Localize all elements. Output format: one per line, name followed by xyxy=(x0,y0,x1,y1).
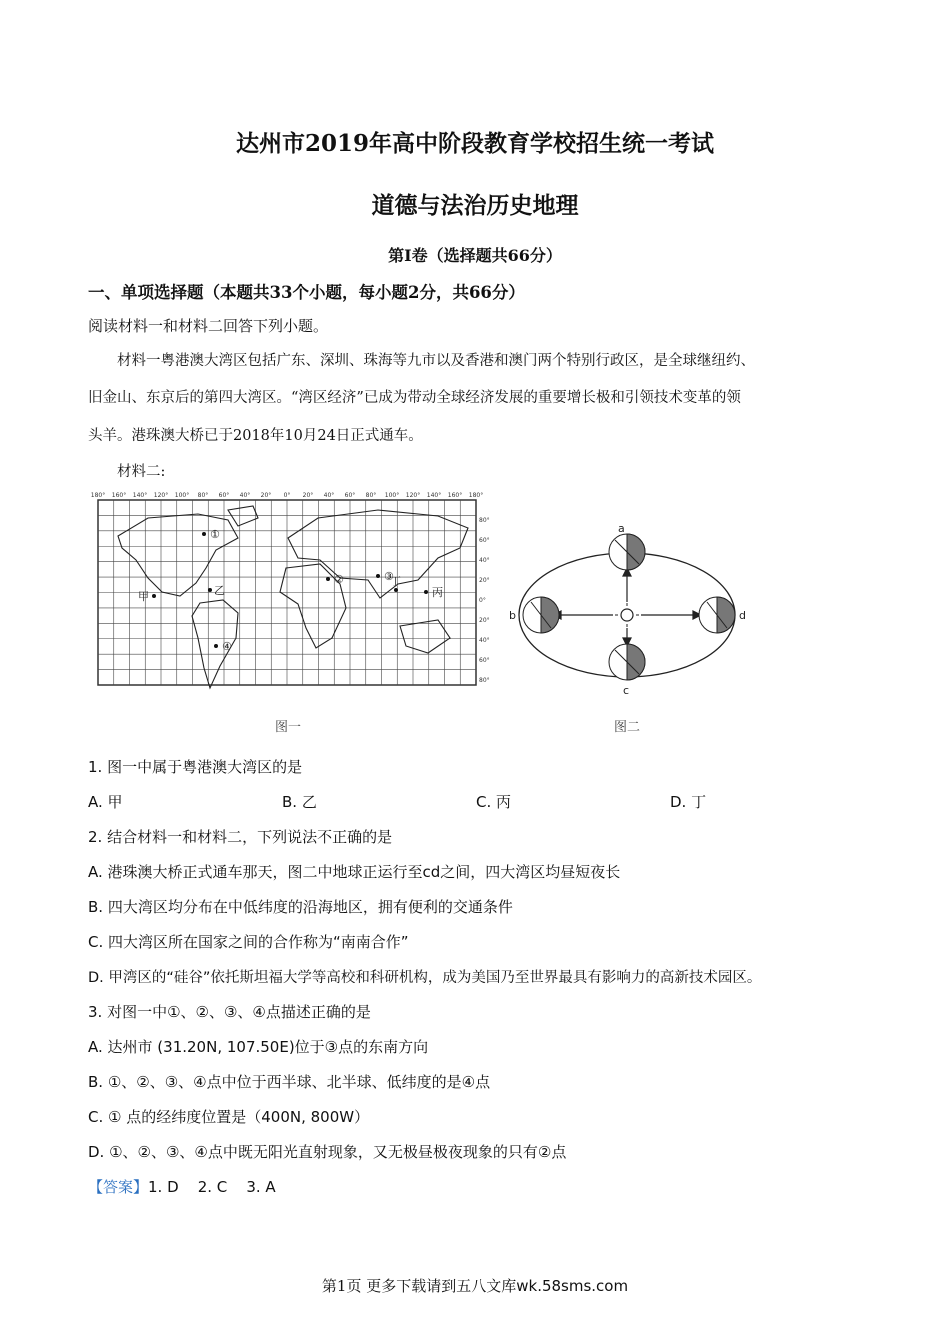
exam-title: 达州市2019年高中阶段教育学校招生统一考试 xyxy=(235,130,714,157)
longitude-label: 160° xyxy=(111,492,127,499)
material1-line1: 材料一粤港澳大湾区包括广东、深圳、珠海等九市以及香港和澳门两个特别行政区，是全球继纽约、 xyxy=(117,353,755,369)
marker-3: ③ xyxy=(384,570,394,583)
q3-option-a: A. 达州市 (31.20N, 107.50E)位于③点的东南方向 xyxy=(88,1038,429,1056)
material2-label: 材料二: xyxy=(117,464,166,480)
latitude-label: 60° xyxy=(479,657,490,664)
longitude-label: 100° xyxy=(174,492,190,499)
latitude-label: 80° xyxy=(479,677,490,684)
longitude-label: 140° xyxy=(132,492,148,499)
q3-option-d: D. ①、②、③、④点中既无阳光直射现象，又无极昼极夜现象的只有②点 xyxy=(88,1143,567,1161)
position-d: d xyxy=(739,609,746,622)
marker-4: ④ xyxy=(222,640,232,653)
page-footer xyxy=(0,1275,950,1296)
figure1-world-map xyxy=(88,488,498,738)
q3-option-c: C. ① 点的经纬度位置是（400N, 800W） xyxy=(88,1108,370,1126)
q1-option-b: B. 乙 xyxy=(282,793,317,811)
position-c: c xyxy=(623,684,630,697)
longitude-label: 120° xyxy=(405,492,421,499)
figure1-caption: 图一 xyxy=(274,720,302,735)
latitude-labels xyxy=(479,517,490,684)
section-heading: 一、单项选择题（本题共33个小题，每小题2分，共66分） xyxy=(88,283,525,302)
q1-option-a: A. 甲 xyxy=(88,793,123,811)
marker-dot-3 xyxy=(376,574,380,578)
marker-dot-bing xyxy=(424,590,428,594)
longitude-label: 0° xyxy=(283,492,291,499)
longitude-label: 180° xyxy=(90,492,106,499)
longitude-label: 100° xyxy=(384,492,400,499)
marker-jia: 甲 xyxy=(138,590,149,603)
marker-1: ① xyxy=(210,528,220,541)
latitude-label: 40° xyxy=(479,637,490,644)
latitude-label: 20° xyxy=(479,577,490,584)
marker-ding: 丁 xyxy=(390,575,401,588)
longitude-label: 180° xyxy=(468,492,484,499)
longitude-label: 20° xyxy=(260,492,272,499)
marker-dot-1 xyxy=(202,532,206,536)
marker-dot-2 xyxy=(326,577,330,581)
sun-rays-arrows xyxy=(553,568,701,646)
position-a: a xyxy=(618,522,625,535)
sun-icon xyxy=(615,603,639,627)
q2-option-a: A. 港珠澳大桥正式通车那天，图二中地球正运行至cd之间，四大湾区均昼短夜长 xyxy=(88,863,621,881)
marker-yi: 乙 xyxy=(214,584,225,597)
footer-prefix: 第1页 更多下载请到五八文库 xyxy=(321,1277,517,1295)
marker-bing: 丙 xyxy=(432,586,443,599)
longitude-label: 140° xyxy=(426,492,442,499)
q1-option-d: D. 丁 xyxy=(670,793,707,811)
longitude-label: 160° xyxy=(447,492,463,499)
answer-text: 1. D 2. C 3. A xyxy=(148,1178,276,1196)
marker-dot-yi xyxy=(208,588,212,592)
longitude-labels xyxy=(91,492,483,499)
longitude-label: 40° xyxy=(239,492,251,499)
answer-tag: 【答案】 xyxy=(88,1178,149,1196)
q1-option-c: C. 丙 xyxy=(476,793,512,811)
longitude-label: 20° xyxy=(302,492,314,499)
longitude-label: 120° xyxy=(153,492,169,499)
q3-option-b: B. ①、②、③、④点中位于西半球、北半球、低纬度的是④点 xyxy=(88,1073,491,1091)
marker-2: ② xyxy=(334,573,344,586)
latitude-label: 20° xyxy=(479,617,490,624)
marker-dot-jia xyxy=(152,594,156,598)
marker-dot-ding xyxy=(394,588,398,592)
answer-line xyxy=(88,1176,276,1197)
earth-positions xyxy=(523,534,735,680)
marker-dot-4 xyxy=(214,644,218,648)
latitude-label: 80° xyxy=(479,517,490,524)
material1-line2: 旧金山、东京后的第四大湾区。“湾区经济”已成为带动全球经济发展的重要增长极和引领技术变革的领 xyxy=(88,390,741,406)
q2-option-b: B. 四大湾区均分布在中低纬度的沿海地区，拥有便利的交通条件 xyxy=(88,898,513,916)
figure2-orbit-diagram xyxy=(505,520,750,740)
q2-stem: 2. 结合材料一和材料二，下列说法不正确的是 xyxy=(88,828,393,846)
volume-heading: 第Ⅰ卷（选择题共66分） xyxy=(388,246,562,265)
position-b: b xyxy=(509,609,516,622)
exam-subtitle: 道德与法治历史地理 xyxy=(371,192,579,219)
latitude-label: 40° xyxy=(479,557,490,564)
material1-line3: 头羊。港珠澳大桥已于2018年10月24日正式通车。 xyxy=(88,428,423,444)
q3-stem: 3. 对图一中①、②、③、④点描述正确的是 xyxy=(88,1003,371,1021)
longitude-label: 40° xyxy=(323,492,335,499)
longitude-label: 80° xyxy=(365,492,377,499)
longitude-label: 60° xyxy=(218,492,230,499)
intro-text: 阅读材料一和材料二回答下列小题。 xyxy=(88,317,329,335)
latitude-label: 0° xyxy=(479,597,486,604)
q1-stem: 1. 图一中属于粤港澳大湾区的是 xyxy=(88,758,303,776)
longitude-label: 80° xyxy=(197,492,209,499)
latitude-label: 60° xyxy=(479,537,490,544)
footer-site-link[interactable]: wk.58sms.com xyxy=(516,1277,629,1295)
q2-option-d: D. 甲湾区的“硅谷”依托斯坦福大学等高校和科研机构，成为美国乃至世界最具有影响力的高新技术园区。 xyxy=(88,970,762,986)
figure2-caption: 图二 xyxy=(613,720,641,735)
longitude-label: 60° xyxy=(344,492,356,499)
q2-option-c: C. 四大湾区所在国家之间的合作称为“南南合作” xyxy=(88,933,409,951)
